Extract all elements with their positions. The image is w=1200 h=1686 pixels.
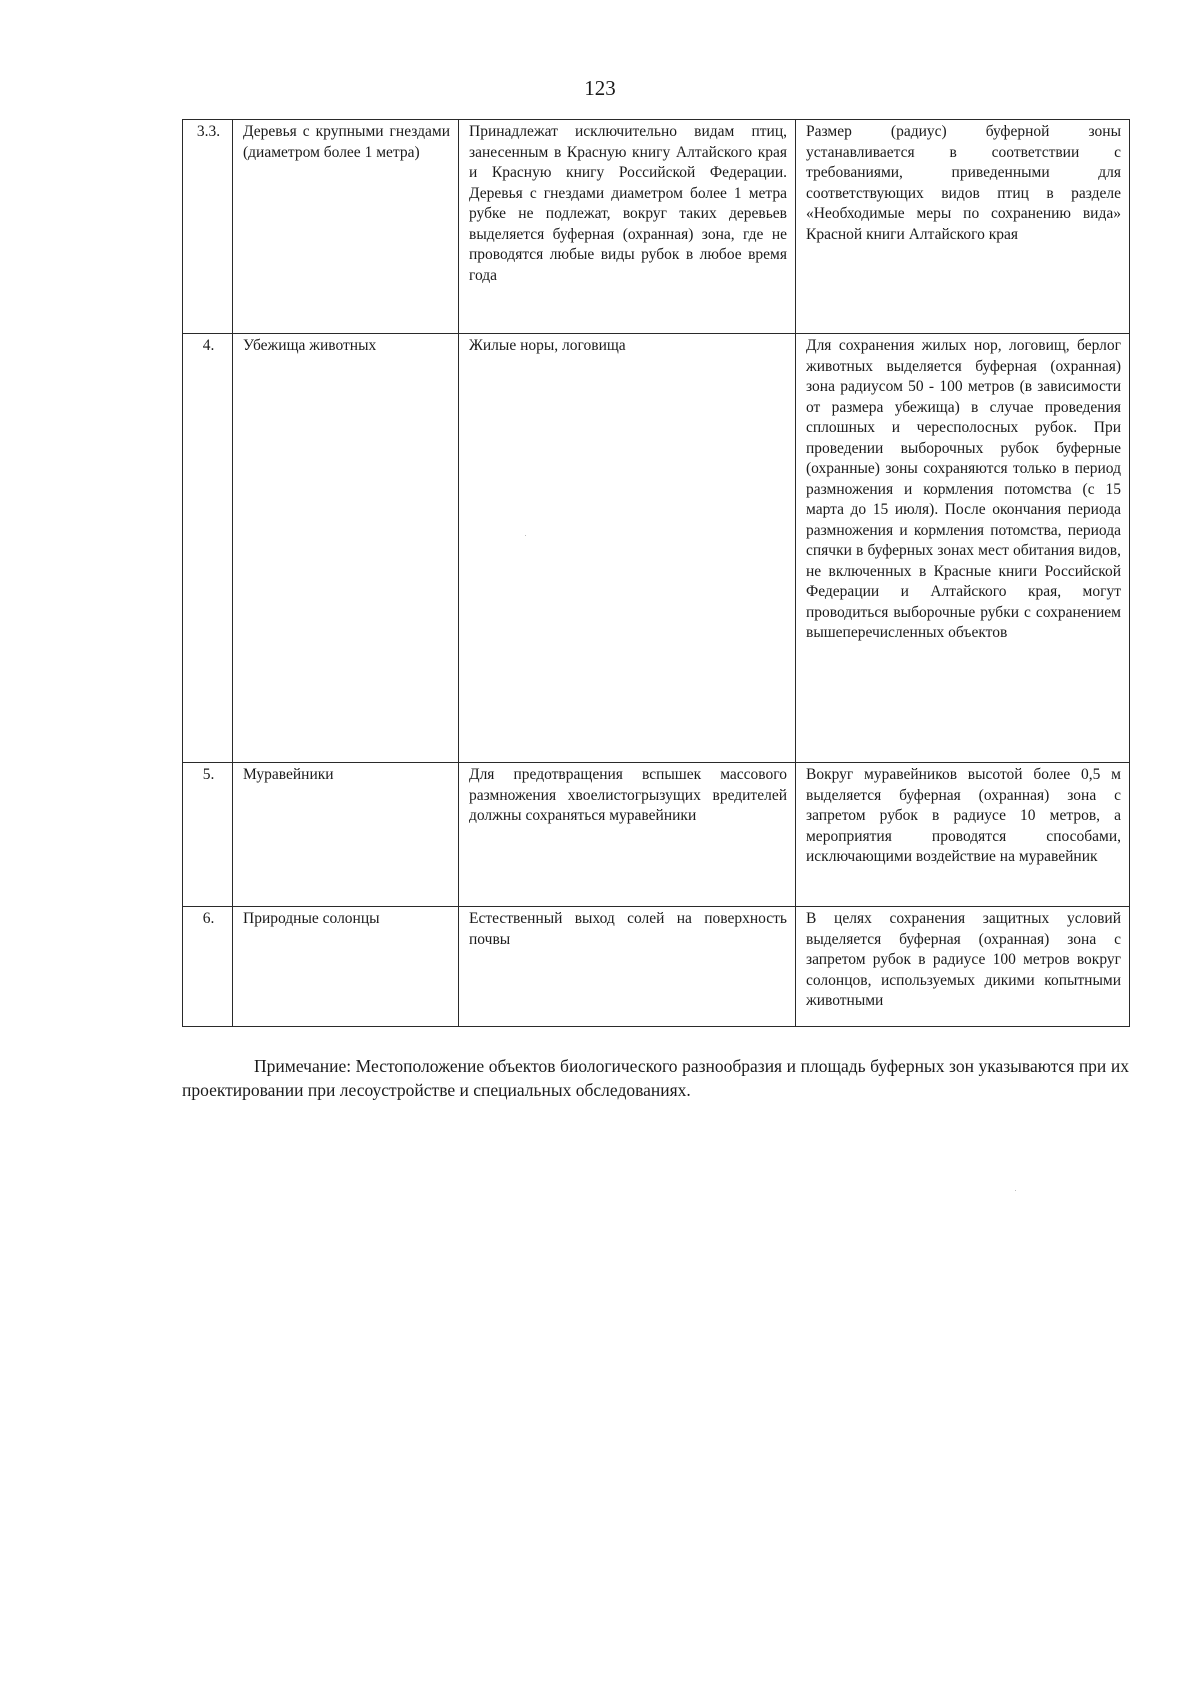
protection-measures: Для сохранения жилых нор, логовищ, берлог животных выделяется буферная (охранная) зона радиусом 50 - 100 метров (в зависимости от размера убежища) в случае проведения сплошных и чересполосных рубок. При проведении выборочных рубок буферные (охранные) зоны сохраняются только в период размножения и кормления потомства (с 15 марта до 15 июля). После окончания периода размножения и кормления потомства, периода спячки в буферных зонах мест обитания видов, не включенных в Красные книги Российской Федерации и Алтайского края, могут проводиться выборочные рубки с сохранением вышеперечисленных объектов (796, 334, 1130, 763)
biodiversity-objects-table (182, 119, 1130, 1027)
object-description: Естественный выход солей на поверхность почвы (459, 907, 796, 1027)
scan-speck (525, 535, 526, 536)
scan-speck (1015, 1190, 1016, 1191)
row-number: 4. (183, 334, 233, 763)
object-name: Муравейники (233, 763, 459, 907)
table-row (183, 334, 1130, 763)
table-note: Примечание: Местоположение объектов биологического разнообразия и площадь буферных зон указываются при их проектировании при лесоустройстве и специальных обследованиях. (182, 1056, 1129, 1100)
object-description: Для предотвращения вспышек массового размножения хвоелистогрызущих вредителей должны сохраняться муравейники (459, 763, 796, 907)
row-number: 5. (183, 763, 233, 907)
object-name: Убежища животных (233, 334, 459, 763)
object-description: Жилые норы, логовища (459, 334, 796, 763)
object-description: Принадлежат исключительно видам птиц, занесенным в Красную книгу Алтайского края и Красную книгу Российской Федерации. Деревья с гнездами диаметром более 1 метра рубке не подлежат, вокруг таких деревьев выделяется буферная (охранная) зона, где не проводятся любые виды рубок в любое время года (459, 120, 796, 334)
table-row (183, 120, 1130, 334)
row-number: 6. (183, 907, 233, 1027)
page-number: 123 (584, 76, 616, 100)
object-name: Природные солонцы (233, 907, 459, 1027)
protection-measures: Вокруг муравейников высотой более 0,5 м выделяется буферная (охранная) зона с запретом рубок в радиусе 10 метров, а мероприятия проводятся способами, исключающими воздействие на муравейник (796, 763, 1130, 907)
protection-measures: В целях сохранения защитных условий выделяется буферная (охранная) зона с запретом рубок в радиусе 100 метров вокруг солонцов, используемых дикими копытными животными (796, 907, 1130, 1027)
table-row (183, 907, 1130, 1027)
row-number: 3.3. (183, 120, 233, 334)
table-row (183, 763, 1130, 907)
object-name: Деревья с крупными гнездами (диаметром более 1 метра) (233, 120, 459, 334)
protection-measures: Размер (радиус) буферной зоны устанавливается в соответствии с требованиями, приведенными для соответствующих видов птиц в разделе «Необходимые меры по сохранению вида» Красной книги Алтайского края (796, 120, 1130, 334)
